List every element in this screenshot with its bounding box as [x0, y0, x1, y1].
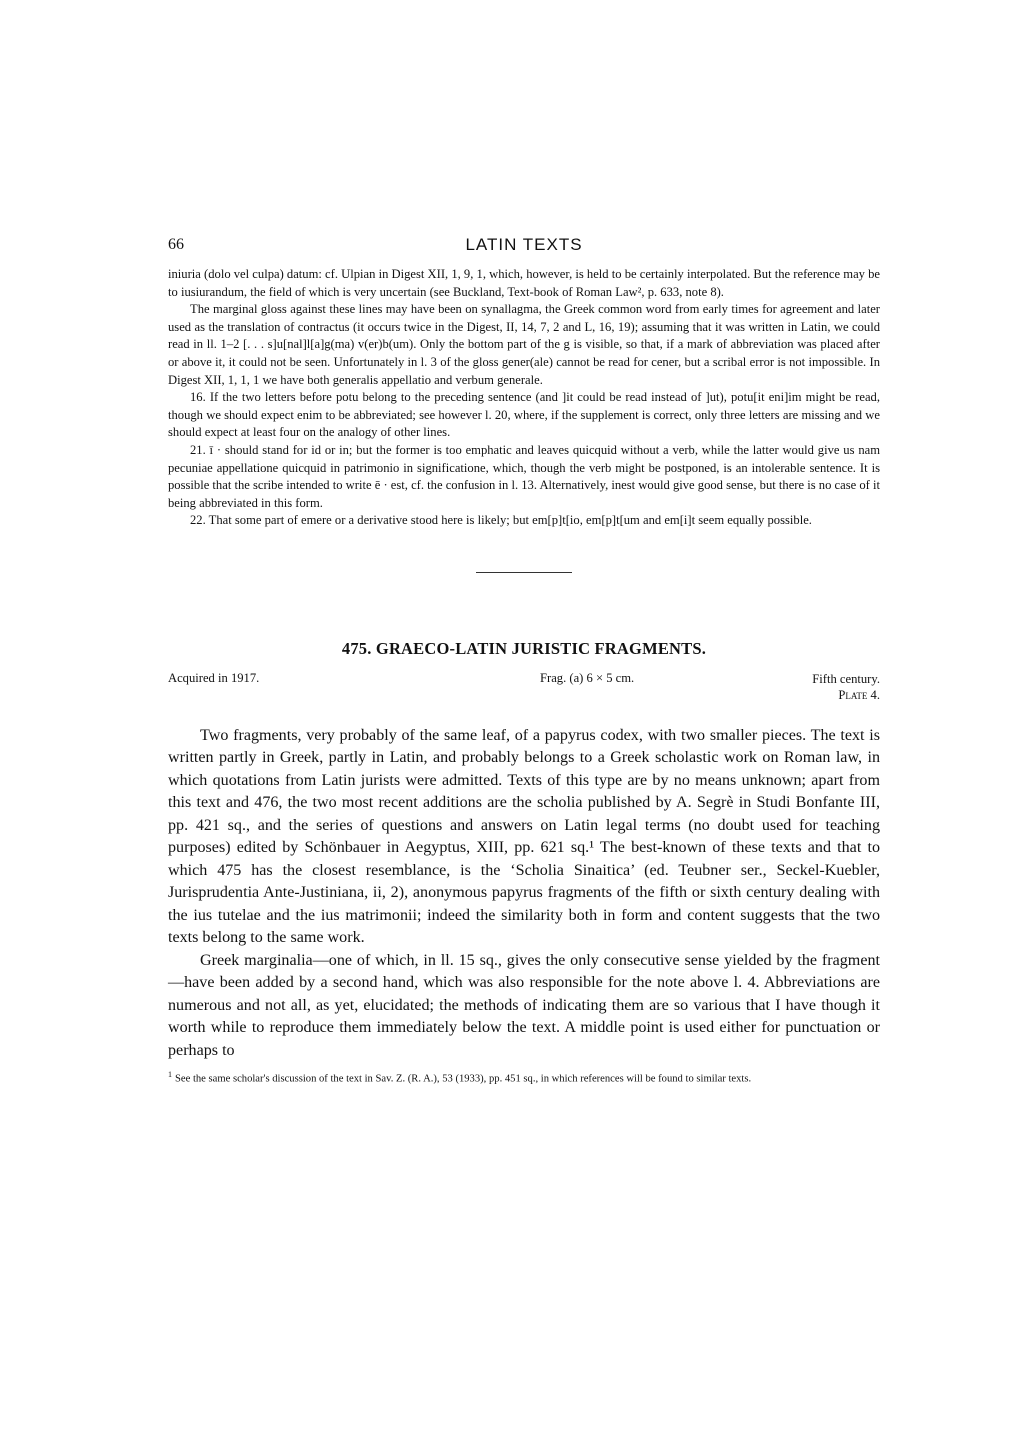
commentary-paragraph: 21. ī · should stand for id or in; but the former is too emphatic and leaves quicquid without a verb, while the latter would give us nam pecuniae appellatione quicquid in patrimonio in significatione, which, though the verb might be postponed, is an intolerable sentence. It is possible that the scribe intended to write ē · est, cf. the confusion in l. 13. Alternatively, inest would give good sense, but there is no case of it being abbreviated in this form.	[168, 442, 880, 510]
page-number: 66	[168, 236, 184, 253]
footnote	[168, 1068, 880, 1087]
page-header	[168, 232, 880, 262]
plate-reference: Plate 4.	[838, 687, 880, 702]
fragment-size: Frag. (a) 6 × 5 cm.	[540, 670, 635, 685]
century: Fifth century.	[812, 671, 880, 686]
commentary-paragraph: 22. That some part of emere or a derivative stood here is likely; but em[p]t[io, em[p]t[um and em[i]t seem equally possible.	[190, 513, 812, 528]
section-title: 475. GRAECO-LATIN JURISTIC FRAGMENTS.	[341, 638, 707, 658]
document-page	[168, 232, 880, 1087]
body-paragraph: Greek marginalia—one of which, in ll. 15 sq., gives the only consecutive sense yielded by the fragment—have been added by a second hand, which was also responsible for the note above l. 4. Abbreviations are numerous and not all, as yet, elucidated; the methods of indicating them are so various that I have though it worth while to reproduce them immediately below the text. A middle point is used either for punctuation or perhaps to	[168, 951, 880, 1059]
commentary-paragraph: 16. If the two letters before potu belong to the preceding sentence (and ]it could be read instead of ]ut), potu[it eni]im might be read, though we should expect enim to be abbreviated; see however l. 20, where, if the supplement is correct, only three letters are missing and we should expect at least four on the analogy of other lines.	[168, 390, 880, 440]
commentary-paragraph: iniuria (dolo vel culpa) datum: cf. Ulpian in Digest XII, 1, 9, 1, which, however, is held to be certainly interpolated. But the reference may be to iusiurandum, the field of which is very uncertain (see Buckland, Text-book of Roman Law², p. 633, note 8).	[168, 267, 880, 299]
running-title: LATIN TEXTS	[465, 235, 583, 254]
footnote-text: See the same scholar's discussion of the text in Sav. Z. (R. A.), 53 (1933), pp. 451 sq., in which references will be found to similar texts.	[175, 1073, 752, 1085]
section-meta	[168, 671, 880, 707]
commentary-paragraph: The marginal gloss against these lines may have been on synallagma, the Greek common word from early times for agreement and later used as the translation of contractus (it occurs twice in the Digest, II, 14, 7, 2 and L, 16, 19); assuming that it was written in Latin, we could read in ll. 1–2 [. . . s]u[nal]l[a]g(ma) v(er)b(um). Only the bottom part of the g is visible, so that, if a mark of abbreviation was placed after or above it, it could not be seen. Unfortunately in l. 3 of the gloss gener(ale) cannot be read for cener, but a scribal error is not impossible. In Digest XII, 1, 1, 1 we have both generalis appellatio and verbum generale.	[168, 302, 880, 387]
main-text	[168, 725, 880, 1063]
acquired-date: Acquired in 1917.	[168, 670, 260, 685]
body-paragraph: Two fragments, very probably of the same leaf, of a papyrus codex, with two smaller pieces. The text is written partly in Greek, partly in Latin, and probably belongs to a Greek scholastic work on Roman law, in which quotations from Latin jurists were admitted. Texts of this type are by no means unknown; apart from this text and 476, the two most recent additions are the scholia published by A. Segrè in Studi Bonfante III, pp. 421 sq., and the series of questions and answers on Latin legal terms (no doubt used for teaching purposes) edited by Schönbauer in Aegyptus, XIII, pp. 621 sq.¹ The best-known of these texts and that to which 475 has the closest resemblance, is the ‘Scholia Sinaitica’ (ed. Teubner ser., Seckel-Kuebler, Jurisprudentia Ante-Justiniana, ii, 2), anonymous papyrus fragments of the fifth or sixth century dealing with the ius tutelae and the ius matrimonii; indeed the similarity both in form and content suggests that the two texts belong to the same work.	[168, 726, 880, 947]
dating	[812, 671, 880, 703]
section-divider	[476, 572, 572, 573]
footnote-marker: 1	[168, 1070, 172, 1080]
commentary-notes	[168, 266, 880, 530]
